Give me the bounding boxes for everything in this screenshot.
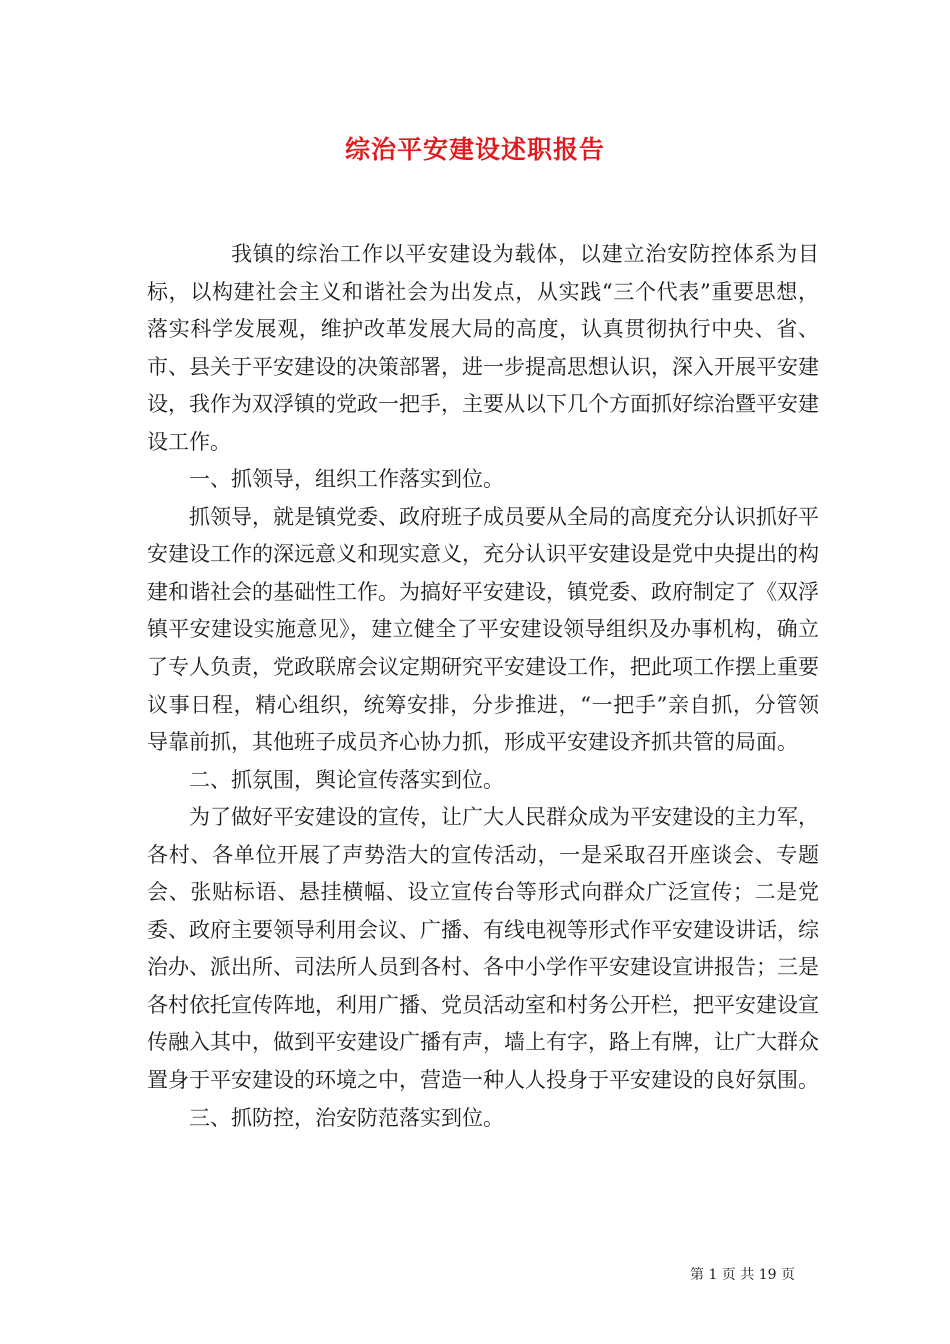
document-body [147, 236, 819, 1137]
page-number-text: 第 1 页 共 19 页 [690, 1267, 795, 1283]
document-title: 综治平安建设述职报告 [344, 135, 605, 164]
section-paragraph-2: 为了做好平安建设的宣传，让广大人民群众成为平安建设的主力军，各村、各单位开展了声势浩大的宣传活动，一是采取召开座谈会、专题会、张贴标语、悬挂横幅、设立宣传台等形式向群众广泛宣传；二是党委、政府主要领导利用会议、广播、有线电视等形式作平安建设讲话，综治办、派出所、司法所人员到各村、各中小学作平安建设宣讲报告；三是各村依托宣传阵地，利用广播、党员活动室和村务公开栏，把平安建设宣传融入其中，做到平安建设广播有声，墙上有字，路上有牌，让广大群众置身于平安建设的环境之中，营造一种人人投身于平安建设的良好氛围。 [147, 805, 819, 1093]
page-number-footer [690, 1264, 795, 1284]
section-heading-1: 一、抓领导，组织工作落实到位。 [189, 467, 504, 492]
intro-paragraph: 我镇的综治工作以平安建设为载体，以建立治安防控体系为目标，以构建社会主义和谐社会为出发点，从实践“三个代表”重要思想，落实科学发展观，维护改革发展大局的高度，认真贯彻执行中央、省、市、县关于平安建设的决策部署，进一步提高思想认识，深入开展平安建设，我作为双浮镇的党政一把手，主要从以下几个方面抓好综治暨平安建设工作。 [147, 242, 819, 454]
section-heading-3: 三、抓防控，治安防范落实到位。 [189, 1105, 504, 1130]
section-heading-2: 二、抓氛围，舆论宣传落实到位。 [189, 767, 504, 792]
section-paragraph-1: 抓领导，就是镇党委、政府班子成员要从全局的高度充分认识抓好平安建设工作的深远意义和现实意义，充分认识平安建设是党中央提出的构建和谐社会的基础性工作。为搞好平安建设，镇党委、政府制定了《双浮镇平安建设实施意见》，建立健全了平安建设领导组织及办事机构，确立了专人负责，党政联席会议定期研究平安建设工作，把此项工作摆上重要议事日程，精心组织，统筹安排，分步推进，“一把手”亲自抓，分管领导靠前抓，其他班子成员齐心协力抓，形成平安建设齐抓共管的局面。 [147, 504, 819, 755]
